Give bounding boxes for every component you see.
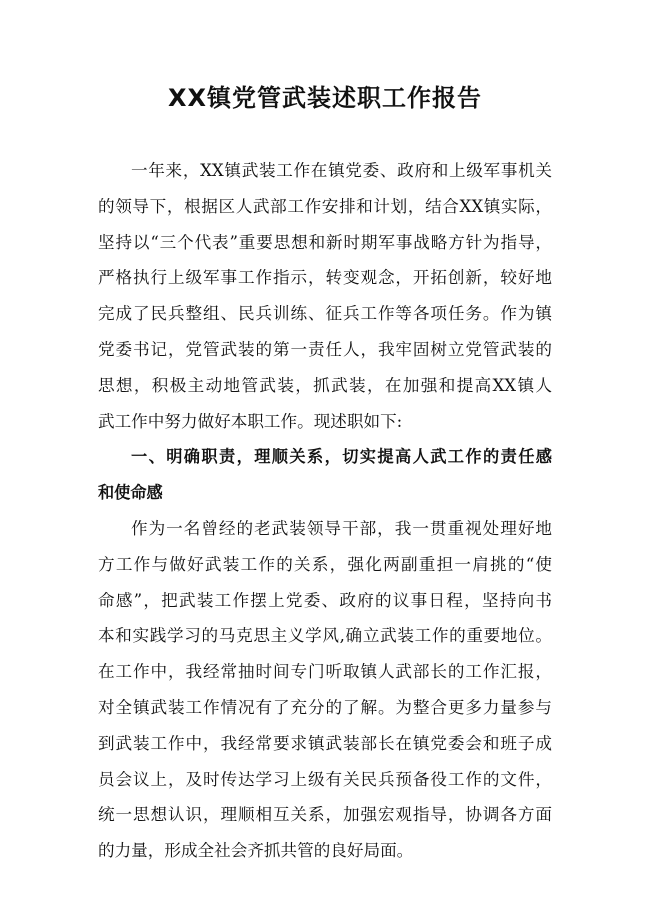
text-line: 统一思想认识，理顺相互关系，加强宏观指导，协调各方面 [98,805,552,825]
text-line: 员会议上，及时传达学习上级有关民兵预备役工作的文件， [98,769,552,789]
text-line: 在工作中，我经常抽时间专门听取镇人武部长的工作汇报， [98,662,552,682]
text-line: 一年来，XX镇武装工作在镇党委、政府和上级军事机关 [131,161,552,180]
text-line: 本和实践学习的马克思主义学风,确立武装工作的重要地位。 [98,626,552,646]
text-line: 方工作与做好武装工作的关系，强化两副重担一肩挑的“使 [98,554,552,574]
section-heading: 和使命感 [98,483,163,503]
text-line: 武工作中努力做好本职工作。现述职如下: [98,411,403,431]
text-line: 思想，积极主动地管武装，抓武装，在加强和提高XX镇人 [98,375,552,395]
text-line: 对全镇武装工作情况有了充分的了解。为整合更多力量参与 [98,697,552,717]
document-title: XX镇党管武装述职工作报告 [167,84,482,112]
text-line: 党委书记，党管武装的第一责任人，我牢固树立党管武装的 [98,339,552,359]
text-line: 严格执行上级军事工作指示，转变观念，开拓创新，较好地 [98,268,552,288]
text-line: 命感”，把武装工作摆上党委、政府的议事日程，坚持向书 [98,590,552,610]
text-line: 的力量，形成全社会齐抓共管的良好局面。 [98,841,414,861]
text-line: 到武装工作中，我经常要求镇武装部长在镇党委会和班子成 [98,733,552,753]
text-line: 作为一名曾经的老武装领导干部，我一贯重视处理好地 [131,518,552,538]
text-line: 坚持以“三个代表”重要思想和新时期军事战略方针为指导， [98,232,552,252]
paragraph-intro [98,153,552,869]
section-heading: 一、明确职责，理顺关系，切实提高人武工作的责任感 [131,447,552,467]
text-line: 的领导下，根据区人武部工作安排和计划，结合XX镇实际， [98,196,552,216]
text-line: 完成了民兵整组、民兵训练、征兵工作等各项任务。作为镇 [98,304,552,324]
